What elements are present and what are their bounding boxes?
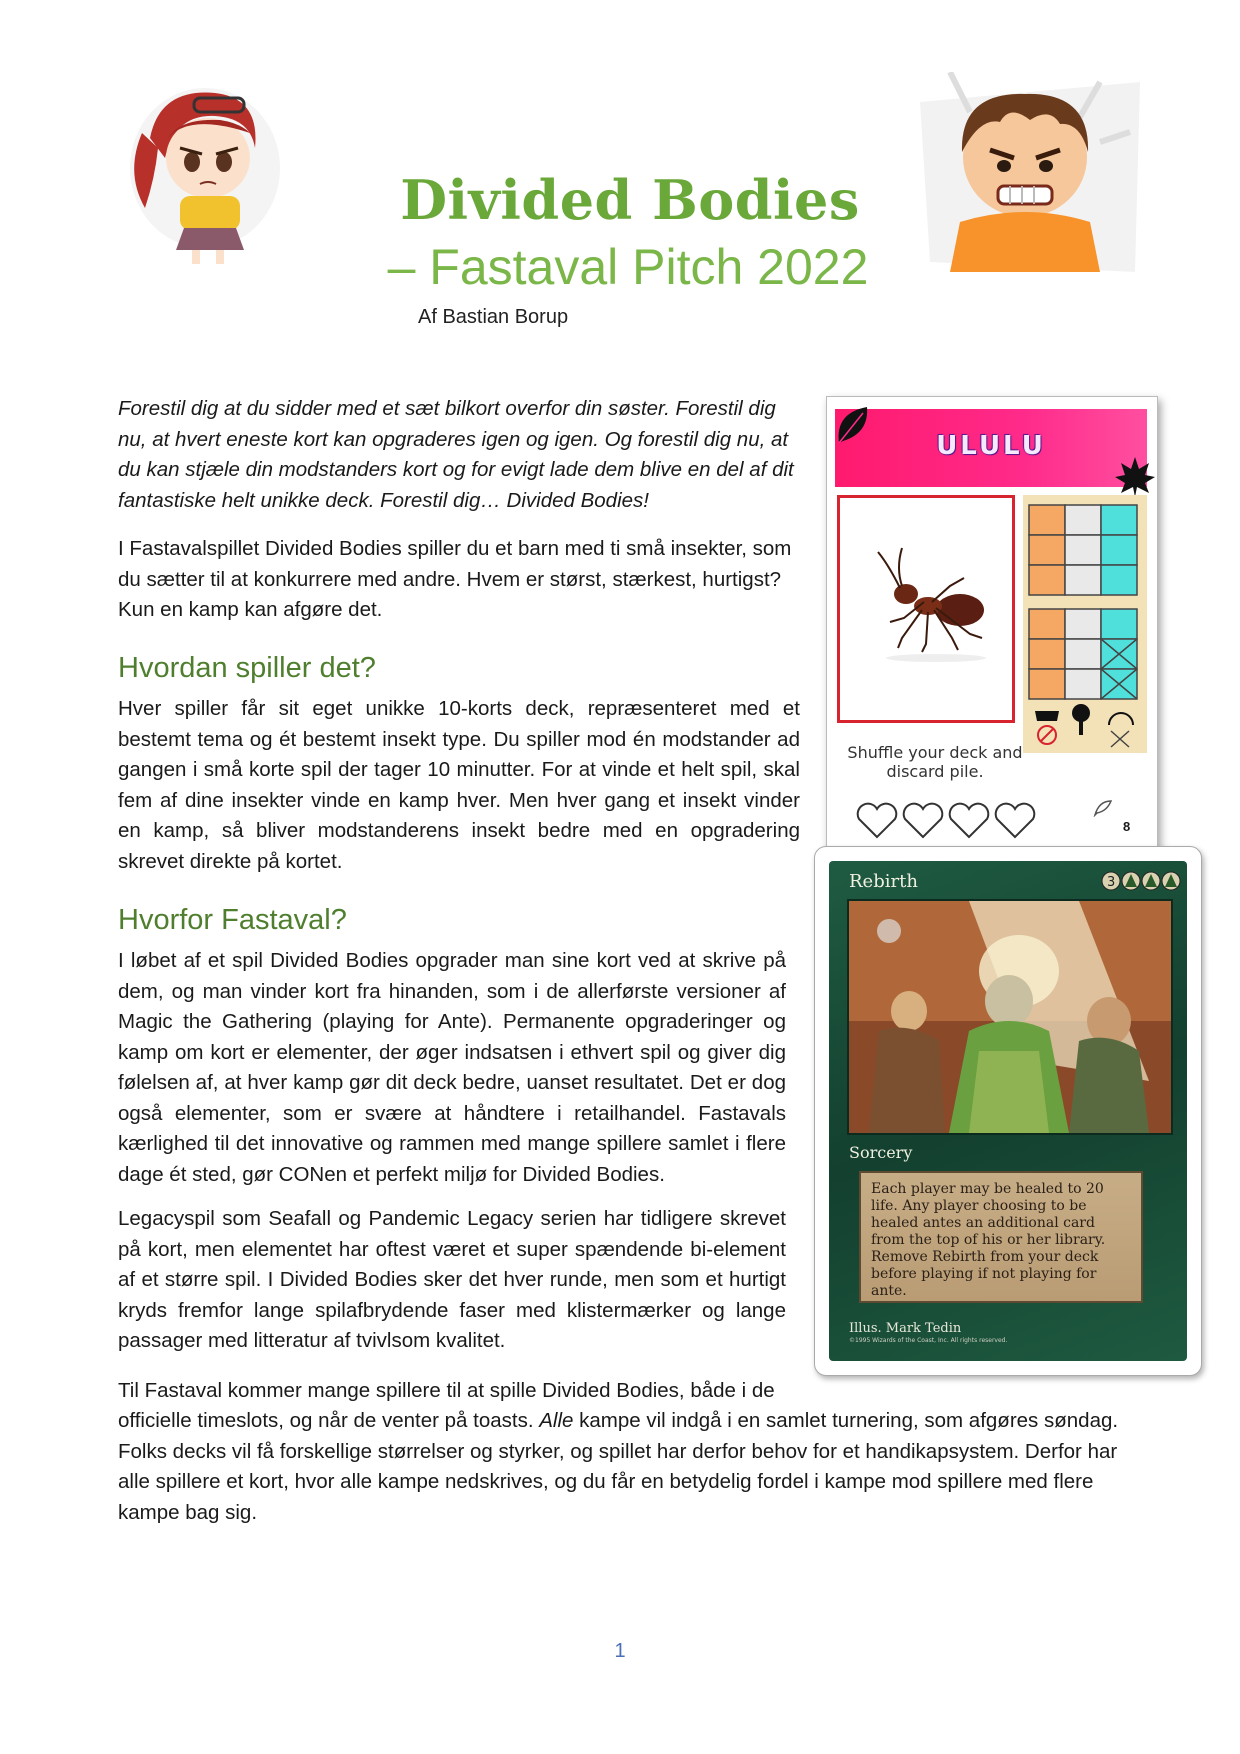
page-number: 1: [614, 1640, 626, 1662]
paragraph-how-to-play: Hver spiller får sit eget unikke 10-korts deck, repræsenteret med et bestemt tema og ét bestemt insekt type. Du spiller mod én modstander ad gangen i små korte spil der tager 10 minutter. For at vinde et helt spil, skal fem af dine insekter vinde en kamp hver. Men hver gang et insekt vinder en kamp, så bliver modstanderens insekt bedre med en opgradering skrevet direkte på kortet.: [118, 697, 800, 873]
paragraph-tournament-text-cont: kampe vil indgå i en samlet turnering, som afgøres søndag. Folks decks vil få forskellige størrelser og styrker, og spillet har derfor behov for et handikapsystem. Derfor har alle spillere et kort, hvor alle kampe nedskrives, og du får en betydelig fordel i kampe mod spillere med flere kampe bag sig.: [118, 1409, 1119, 1524]
insect-card: [826, 396, 1158, 858]
card-rules-text: Shuffle your deck and discard pile.: [847, 743, 1023, 781]
svg-text:3: 3: [1107, 875, 1116, 890]
emphasis-alle: Alle: [539, 1409, 574, 1432]
paragraph-premise: I Fastavalspillet Divided Bodies spiller du et barn med ti små insekter, som du sætter til at konkurrere med andre. Hvem er størst, stærkest, hurtigst? Kun en kamp kan afgøre det.: [118, 537, 792, 621]
maple-leaf-icon: [1113, 455, 1157, 499]
card-artwork: [847, 899, 1173, 1135]
card-name: ULULU: [936, 431, 1046, 461]
girl-character-illustration: [120, 78, 290, 268]
card-number: 8: [1123, 819, 1131, 834]
paragraph-tournament-text: officielle timeslots, og når de venter på toasts.: [118, 1409, 540, 1432]
paragraph-tournament: [118, 1406, 1128, 1528]
card-illustrator: Illus. Mark Tedin: [849, 1321, 962, 1336]
paragraph-tournament-line1: Til Fastaval kommer mange spillere til at spille Divided Bodies, både i de: [118, 1379, 775, 1402]
document-subtitle: – Fastaval Pitch 2022: [387, 239, 869, 295]
card-copyright: ©1995 Wizards of the Coast, Inc. All rights reserved.: [849, 1337, 1008, 1344]
paragraph-why-fastaval: I løbet af et spil Divided Bodies opgrader man sine kort ved at skrive på dem, og man vinder kort fra hinanden, som i de allerførste versioner af Magic the Gathering (playing for Ante). Permanente opgraderinger og kamp om kort er elementer, der øger indsatsen i ethvert spil og giver dig følelsen af, at hver kamp gør dit deck bedre, uanset resultatet. Det er dog også elementer, som er svære at håndtere i retailhandel. Fastavals kærlighed til det innovative og rammen med mange spillere samlet i flere dage ét sted, gør CONen et perfekt miljø for Divided Bodies.: [118, 949, 786, 1186]
mana-cost-icon: [1101, 869, 1181, 893]
heading-why-fastaval: Hvorfor Fastaval?: [118, 904, 347, 936]
card-type-line: Sorcery: [849, 1143, 913, 1162]
ant-illustration: [837, 495, 1015, 723]
paragraph-legacy-games: Legacyspil som Seafall og Pandemic Legacy serien har tidligere skrevet på kort, men elementet har oftest været et super spændende bi-element af et større spil. I Divided Bodies sker det hver runde, men som et hurtigt kryds fremfor lange spilafbrydende faser med klistermærker og lange passager med litteratur af tvivlsom kvalitet.: [118, 1207, 786, 1352]
upgrade-grid: [1023, 495, 1147, 753]
intro-paragraph: Forestil dig at du sidder med et sæt bilkort overfor din søster. Forestil dig nu, at hvert eneste kort kan opgraderes igen og igen. Og forestil dig nu, at du kan stjæle din modstanders kort og for evigt lade dem blive en del af dit fantastiske helt unikke deck. Forestil dig… Divided Bodies!: [118, 397, 794, 512]
card-title-banner: [835, 409, 1147, 487]
author-line: Af Bastian Borup: [418, 306, 569, 328]
heading-how-to-play: Hvordan spiller det?: [118, 652, 376, 684]
card-rules-text: Each player may be healed to 20 life. Any player choosing to be healed antes an additional card from the top of his or her library. Remove Rebirth from your deck before playing if not playing for ante.: [859, 1171, 1143, 1303]
boy-character-illustration: [910, 72, 1150, 282]
card-name: Rebirth: [849, 871, 918, 892]
magic-card-rebirth: [814, 846, 1202, 1376]
life-hearts: [853, 801, 1043, 841]
feather-icon: [1093, 799, 1113, 817]
document-title: Divided Bodies: [400, 168, 860, 232]
card-frame: [829, 861, 1187, 1361]
